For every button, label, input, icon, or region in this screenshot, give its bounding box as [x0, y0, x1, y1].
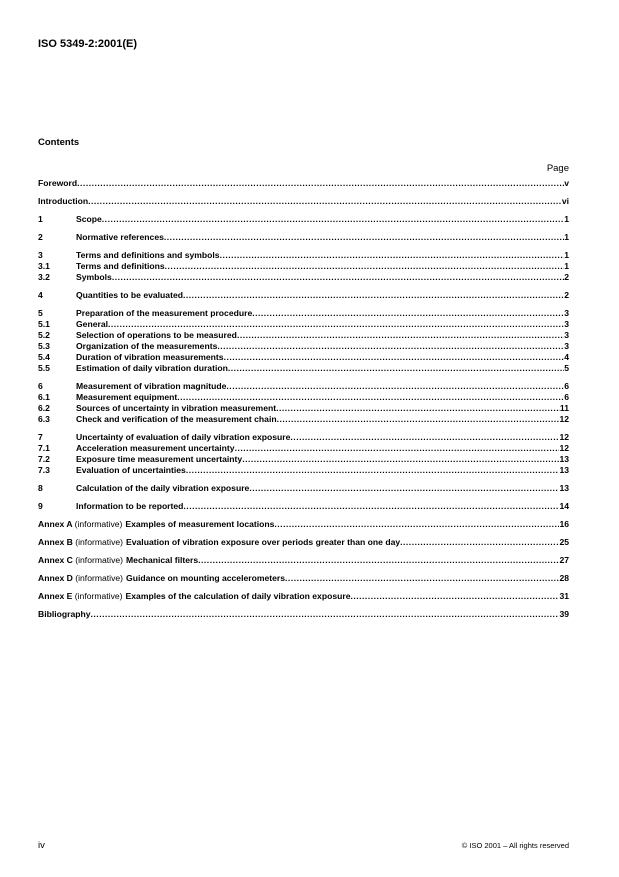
toc-entry-page: 13	[559, 465, 569, 475]
toc-entry-number: 5	[38, 308, 43, 318]
dot-leader	[165, 261, 565, 272]
toc-entry-number: 6	[38, 381, 43, 391]
toc-entry-page: 6	[564, 392, 569, 402]
toc-entry-title: Normative references	[76, 232, 164, 242]
dot-leader	[274, 519, 559, 530]
toc-entry-7-3[interactable]	[38, 465, 569, 476]
dot-leader	[164, 232, 564, 243]
dot-leader	[400, 537, 559, 548]
toc-entry-number: 6.2	[38, 403, 50, 413]
toc-entry-5-3[interactable]	[38, 341, 569, 352]
dot-leader	[226, 381, 564, 392]
toc-entry-title: Calculation of the daily vibration exposure	[76, 483, 250, 493]
toc-entry-5[interactable]	[38, 308, 569, 319]
toc-entry-page: 1	[564, 250, 569, 260]
toc-entry-page: 3	[564, 330, 569, 340]
toc-entry-page: 3	[564, 341, 569, 351]
dot-leader	[91, 609, 560, 620]
toc-entry-6[interactable]	[38, 381, 569, 392]
dot-leader	[186, 465, 560, 476]
toc-entry-page: 1	[564, 232, 569, 242]
toc-entry-title: Measurement equipment	[76, 392, 178, 402]
toc-entry-page: v	[564, 178, 569, 188]
toc-entry-title: Estimation of daily vibration duration	[76, 363, 228, 373]
dot-leader	[242, 454, 559, 465]
toc-entry-number: 5.5	[38, 363, 50, 373]
toc-entry-number: 8	[38, 483, 43, 493]
annex-label	[38, 555, 123, 566]
toc-entry-number: 5.4	[38, 352, 50, 362]
annex-type: (informative)	[74, 591, 123, 601]
toc-entry-page: 12	[559, 432, 569, 442]
table-of-contents	[38, 178, 569, 620]
dot-leader	[224, 352, 565, 363]
annex-letter: Annex D	[38, 573, 73, 583]
dot-leader	[217, 341, 564, 352]
toc-entry-3-1[interactable]	[38, 261, 569, 272]
toc-entry-number: 2	[38, 232, 43, 242]
toc-entry-title: Terms and definitions and symbols	[76, 250, 220, 260]
toc-entry-8[interactable]	[38, 483, 569, 494]
annex-letter: Annex E	[38, 591, 73, 601]
toc-entry-annex-c[interactable]	[38, 555, 569, 566]
dot-leader	[249, 483, 559, 494]
toc-entry-7-1[interactable]	[38, 443, 569, 454]
toc-entry-6-2[interactable]	[38, 403, 569, 414]
dot-leader	[108, 319, 564, 330]
toc-entry-title: Guidance on mounting accelerometers	[126, 573, 286, 583]
annex-label	[38, 537, 123, 548]
toc-entry-introduction[interactable]	[38, 196, 569, 207]
toc-entry-title: Examples of the calculation of daily vibration exposure	[125, 591, 351, 601]
dot-leader	[183, 290, 564, 301]
toc-entry-page: 28	[559, 573, 569, 583]
toc-entry-page: 39	[559, 609, 569, 619]
toc-entry-number: 5.3	[38, 341, 50, 351]
toc-entry-5-2[interactable]	[38, 330, 569, 341]
dot-leader	[237, 330, 564, 341]
toc-entry-6-1[interactable]	[38, 392, 569, 403]
toc-entry-3-2[interactable]	[38, 272, 569, 283]
annex-type: (informative)	[75, 573, 124, 583]
toc-entry-2[interactable]	[38, 232, 569, 243]
toc-entry-title: Information to be reported	[76, 501, 184, 511]
toc-entry-title: Measurement of vibration magnitude	[76, 381, 227, 391]
toc-entry-number: 9	[38, 501, 43, 511]
toc-entry-page: 11	[559, 403, 569, 413]
toc-entry-page: 1	[564, 261, 569, 271]
toc-entry-title: Sources of uncertainty in vibration measurement	[76, 403, 277, 413]
toc-entry-number: 4	[38, 290, 43, 300]
dot-leader	[77, 178, 564, 189]
toc-entry-title: Check and verification of the measurement chain	[76, 414, 277, 424]
toc-entry-page: 3	[564, 319, 569, 329]
toc-entry-title: Organization of the measurements	[76, 341, 218, 351]
dot-leader	[276, 403, 560, 414]
dot-leader	[350, 591, 559, 602]
toc-entry-page: 1	[564, 214, 569, 224]
toc-entry-page: 5	[564, 363, 569, 373]
toc-entry-page: 6	[564, 381, 569, 391]
toc-entry-title: Selection of operations to be measured	[76, 330, 237, 340]
toc-entry-foreword[interactable]	[38, 178, 569, 189]
dot-leader	[177, 392, 564, 403]
toc-entry-title: Terms and definitions	[76, 261, 165, 271]
toc-entry-annex-a[interactable]	[38, 519, 569, 530]
toc-entry-title: Examples of measurement locations	[125, 519, 275, 529]
toc-entry-page: 13	[559, 454, 569, 464]
dot-leader	[183, 501, 559, 512]
toc-entry-number: 7.3	[38, 465, 50, 475]
toc-entry-number: 5.1	[38, 319, 50, 329]
dot-leader	[235, 443, 560, 454]
contents-heading: Contents	[38, 137, 80, 148]
toc-entry-title: Bibliography	[38, 609, 91, 619]
toc-entry-title: Introduction	[38, 196, 89, 206]
dot-leader	[277, 414, 560, 425]
toc-entry-number: 5.2	[38, 330, 50, 340]
toc-entry-title: Mechanical filters	[126, 555, 199, 565]
toc-entry-6-3[interactable]	[38, 414, 569, 425]
toc-entry-title: Exposure time measurement uncertainty	[76, 454, 243, 464]
toc-entry-number: 7.1	[38, 443, 50, 453]
toc-entry-title: Foreword	[38, 178, 78, 188]
annex-letter: Annex C	[38, 555, 73, 565]
dot-leader	[228, 363, 564, 374]
page-column-label: Page	[546, 163, 569, 174]
toc-entry-page: 16	[559, 519, 569, 529]
dot-leader	[112, 272, 564, 283]
toc-entry-5-4[interactable]	[38, 352, 569, 363]
toc-entry-number: 7	[38, 432, 43, 442]
dot-leader	[220, 250, 565, 261]
dot-leader	[198, 555, 559, 566]
toc-entry-annex-b[interactable]	[38, 537, 569, 548]
toc-entry-page: 2	[564, 272, 569, 282]
toc-entry-number: 7.2	[38, 454, 50, 464]
annex-label	[38, 591, 123, 602]
toc-entry-7[interactable]	[38, 432, 569, 443]
toc-entry-1[interactable]	[38, 214, 569, 225]
toc-entry-page: 25	[559, 537, 569, 547]
toc-entry-number: 3	[38, 250, 43, 260]
annex-label	[38, 519, 122, 530]
toc-entry-page: 12	[559, 443, 569, 453]
toc-entry-7-2[interactable]	[38, 454, 569, 465]
toc-entry-title: Duration of vibration measurements	[76, 352, 224, 362]
toc-entry-page: 2	[564, 290, 569, 300]
toc-entry-5-1[interactable]	[38, 319, 569, 330]
toc-entry-3[interactable]	[38, 250, 569, 261]
toc-entry-title: Acceleration measurement uncertainty	[76, 443, 235, 453]
annex-label	[38, 573, 123, 584]
toc-entry-title: Preparation of the measurement procedure	[76, 308, 253, 318]
toc-entry-number: 6.1	[38, 392, 50, 402]
toc-entry-page: 3	[564, 308, 569, 318]
annex-type: (informative)	[75, 555, 124, 565]
toc-entry-number: 6.3	[38, 414, 50, 424]
toc-entry-page: vi	[561, 196, 569, 206]
dot-leader	[285, 573, 559, 584]
toc-entry-5-5[interactable]	[38, 363, 569, 374]
dot-leader	[252, 308, 564, 319]
toc-entry-page: 12	[559, 414, 569, 424]
toc-entry-9[interactable]	[38, 501, 569, 512]
toc-entry-title: Scope	[76, 214, 102, 224]
toc-entry-number: 3.2	[38, 272, 50, 282]
annex-letter: Annex A	[38, 519, 73, 529]
toc-entry-annex-e[interactable]	[38, 591, 569, 602]
document-id: ISO 5349-2:2001(E)	[38, 38, 138, 50]
toc-entry-4[interactable]	[38, 290, 569, 301]
toc-entry-title: General	[76, 319, 109, 329]
toc-entry-title: Evaluation of uncertainties	[76, 465, 186, 475]
dot-leader	[102, 214, 564, 225]
annex-type: (informative)	[74, 519, 123, 529]
dot-leader	[88, 196, 562, 207]
toc-entry-page: 13	[559, 483, 569, 493]
copyright-notice: © ISO 2001 – All rights reserved	[461, 841, 569, 850]
toc-entry-number: 1	[38, 214, 43, 224]
toc-entry-page: 14	[559, 501, 569, 511]
toc-entry-bibliography[interactable]	[38, 609, 569, 620]
toc-entry-page: 4	[564, 352, 569, 362]
page-number: iv	[38, 840, 45, 851]
toc-entry-title: Evaluation of vibration exposure over periods greater than one day	[126, 537, 401, 547]
toc-entry-annex-d[interactable]	[38, 573, 569, 584]
dot-leader	[290, 432, 559, 443]
toc-entry-page: 31	[559, 591, 569, 601]
annex-letter: Annex B	[38, 537, 73, 547]
annex-type: (informative)	[75, 537, 124, 547]
toc-entry-page: 27	[559, 555, 569, 565]
toc-entry-title: Uncertainty of evaluation of daily vibration exposure	[76, 432, 291, 442]
toc-entry-title: Symbols	[76, 272, 112, 282]
toc-entry-number: 3.1	[38, 261, 50, 271]
toc-entry-title: Quantities to be evaluated	[76, 290, 183, 300]
